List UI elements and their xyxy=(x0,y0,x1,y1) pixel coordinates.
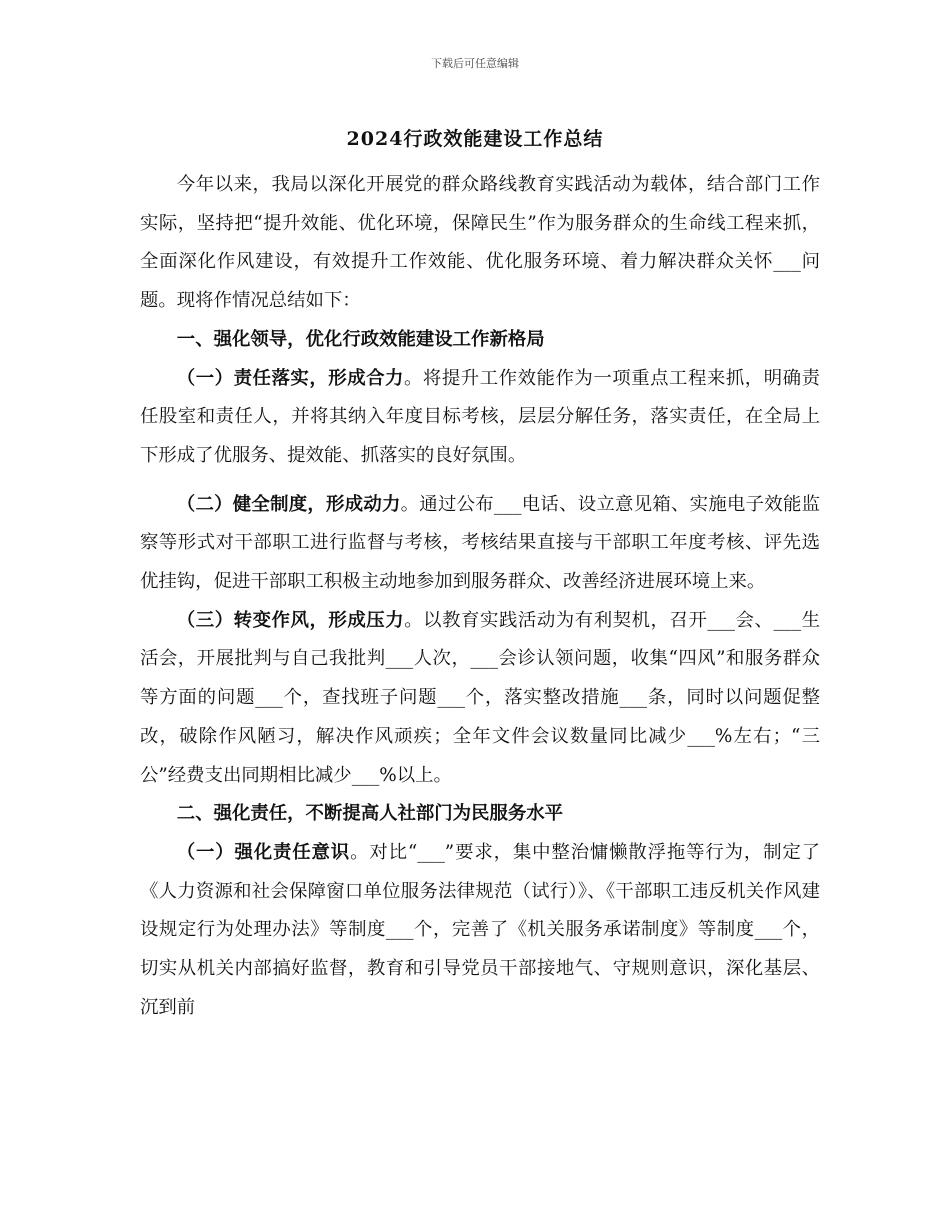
section-2-item-1 xyxy=(140,834,820,1028)
document-title: 2024行政效能建设工作总结 xyxy=(346,128,604,150)
document-body xyxy=(140,166,820,1027)
section-1-item-3 xyxy=(140,602,820,796)
section-1-item-2 xyxy=(140,486,820,602)
item-lead: （一）强化责任意识 xyxy=(176,841,351,863)
item-text: 。对比“___”要求，集中整治慵懒散浮拖等行为，制定了《人力资源和社会保障窗口单位服务法律规范（试行）》、《干部职工违反机关作风建设规定行为处理办法》等制度___个，完善了《机关服务承诺制度》等制度___个，切实从机关内部搞好监督，教育和引导党员干部接地气、守规则意识，深化基层、沉到前 xyxy=(140,841,820,1018)
item-lead: （二）健全制度，形成动力 xyxy=(176,493,401,515)
header-note: 下载后可任意编辑 xyxy=(431,57,519,70)
item-text: 。通过公布___电话、设立意见箱、实施电子效能监察等形式对干部职工进行监督与考核，考核结果直接与干部职工年度考核、评先选优挂钩，促进干部职工积极主动地参加到服务群众、改善经济进展环境上来。 xyxy=(140,493,820,593)
section-heading-1: 一、强化领导，优化行政效能建设工作新格局 xyxy=(176,328,545,350)
item-lead: （一）责任落实，形成合力 xyxy=(176,367,404,389)
item-text: 。将提升工作效能作为一项重点工程来抓，明确责任股室和责任人，并将其纳入年度目标考核，层层分解任务，落实责任，在全局上下形成了优服务、提效能、抓落实的良好氛围。 xyxy=(140,367,820,466)
section-1-item-1 xyxy=(140,360,820,476)
section-heading-2: 二、强化责任，不断提高人社部门为民服务水平 xyxy=(176,803,564,825)
intro-paragraph: 今年以来，我局以深化开展党的群众路线教育实践活动为载体，结合部门工作实际，坚持把“提升效能、优化环境，保障民生”作为服务群众的生命线工程来抓，全面深化作风建设，有效提升工作效能、优化服务环境、着力解决群众关怀___问题。现将作情况总结如下： xyxy=(140,174,820,312)
item-lead: （三）转变作风，形成压力 xyxy=(176,609,405,631)
item-text: 。以教育实践活动为有利契机，召开___会、___生活会，开展批判与自己我批判___人次，___会诊认领问题，收集“四风”和服务群众等方面的问题___个，查找班子问题___个，落实整改措施___条，同时以问题促整改，破除作风陋习，解决作风顽疾；全年文件会议数量同比减少___%左右；“三公”经费支出同期相比减少___%以上。 xyxy=(140,609,820,786)
